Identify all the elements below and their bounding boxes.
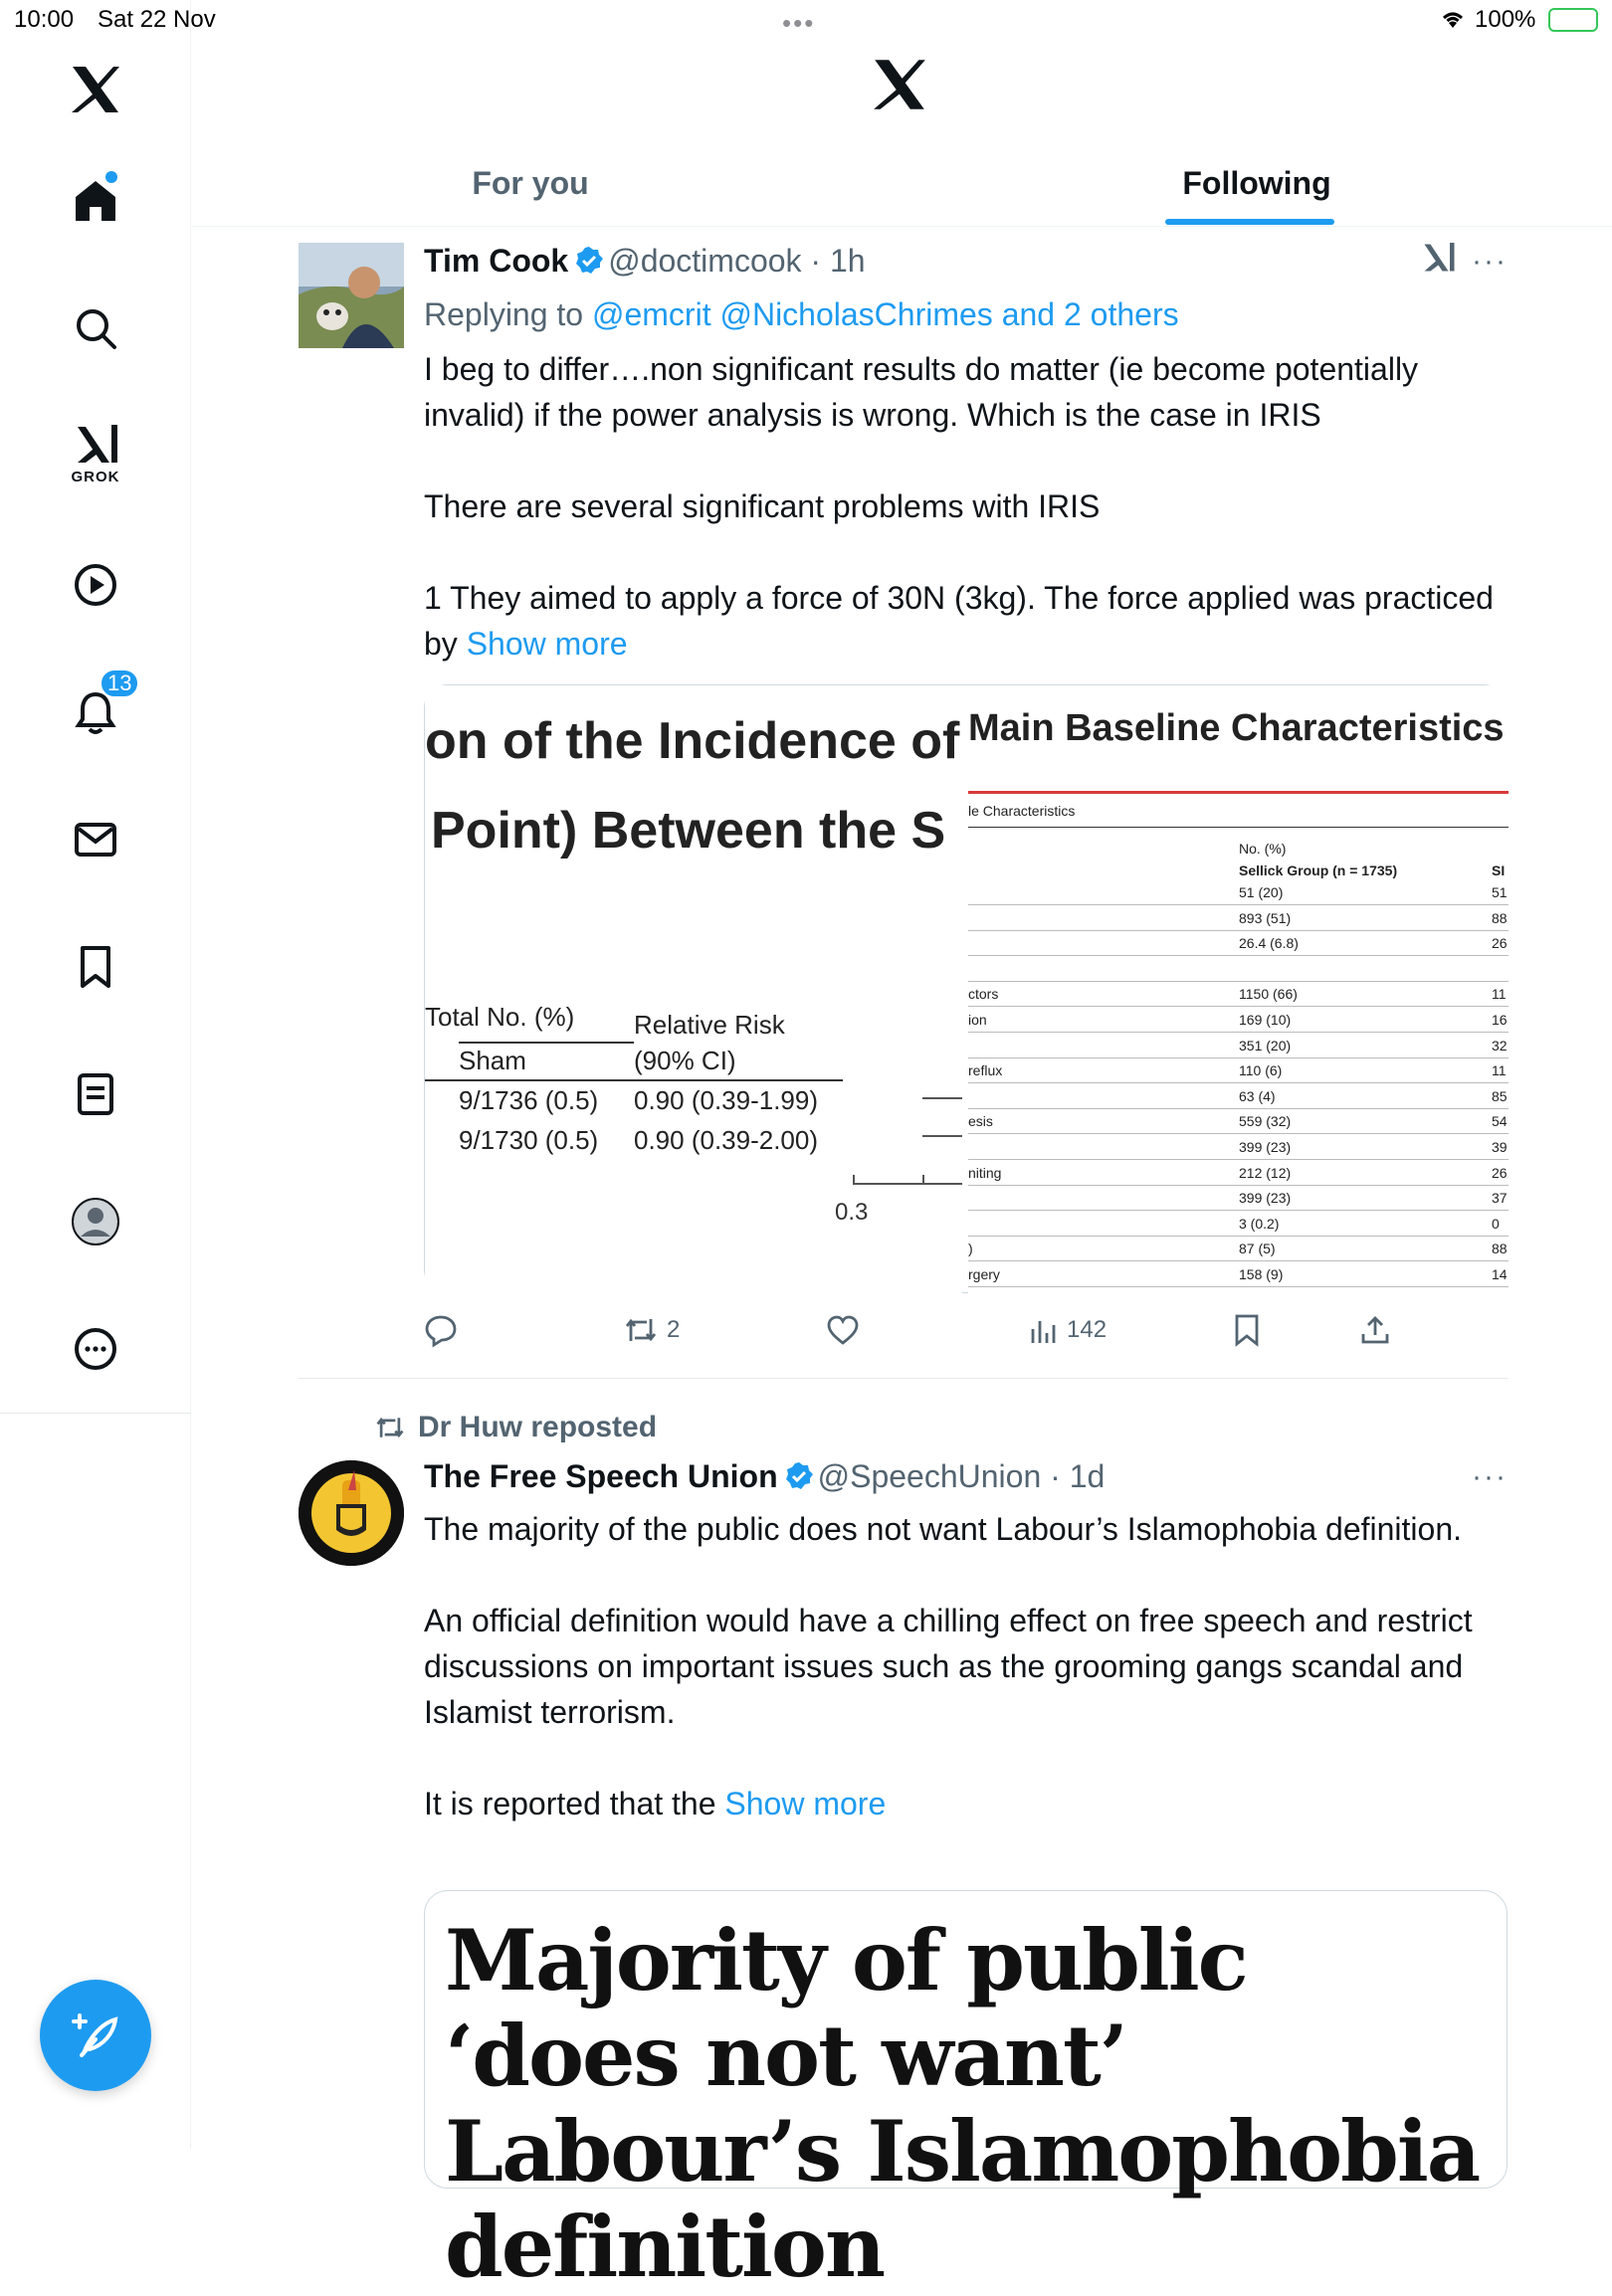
repost-indicator[interactable] [374, 1411, 657, 1444]
table-cell: 351 (20) [1239, 1037, 1292, 1053]
battery-icon: ⚡ [1548, 8, 1598, 32]
table-cell: 169 (10) [1239, 1012, 1292, 1028]
active-tab-indicator [1165, 219, 1334, 225]
image-title-line: on of the Incidence of [425, 712, 960, 770]
reply-button[interactable] [424, 1305, 458, 1355]
sidebar [0, 0, 191, 2149]
table-cell: 11 [1492, 1062, 1507, 1079]
table-row-line [968, 1260, 1509, 1261]
table-cell: 51 (20) [1239, 884, 1284, 900]
profile-avatar-icon [71, 1197, 120, 1246]
replying-to [424, 294, 1508, 334]
wifi-icon [1439, 8, 1467, 37]
author-name[interactable]: The Free Speech Union [424, 1458, 778, 1494]
avatar[interactable] [299, 243, 404, 348]
views-chart-icon [1029, 1315, 1059, 1345]
home-icon [73, 178, 118, 224]
replying-to-links[interactable]: @emcrit @NicholasChrimes and 2 others [591, 296, 1179, 332]
col-ci: (90% CI) [634, 1046, 736, 1075]
article-link-card[interactable] [424, 1890, 1508, 2296]
sidebar-item-messages[interactable] [56, 800, 135, 879]
sidebar-item-bookmarks[interactable] [56, 927, 135, 1007]
show-more-link[interactable]: Show more [466, 626, 628, 662]
table-cell: 88 [1492, 1241, 1508, 1257]
avatar-motto [299, 1460, 300, 1461]
table-row-line [968, 1032, 1509, 1033]
heart-icon [826, 1314, 860, 1346]
table-cell: 0 [1492, 1215, 1500, 1232]
table-group-header: Sellick Group (n = 1735) [1239, 862, 1398, 878]
post-text [424, 346, 1508, 667]
table-subtitle: le Characteristics [968, 803, 1076, 819]
bookmark-icon [1232, 1313, 1262, 1347]
author-handle[interactable]: @SpeechUnion [817, 1458, 1042, 1494]
author-handle[interactable]: @doctimcook [608, 243, 802, 279]
post-more-icon[interactable]: ··· [1472, 245, 1508, 278]
reply-icon [424, 1313, 458, 1347]
home-unread-dot [105, 171, 117, 183]
table-cell: 51 [1492, 884, 1508, 900]
col-relative-risk: Relative Risk [634, 1010, 785, 1040]
table-row-line [968, 1006, 1509, 1007]
tab-for-you[interactable]: For you [472, 164, 589, 201]
verified-badge-icon [784, 1460, 814, 1500]
share-icon [1359, 1314, 1391, 1346]
table-row-label: ) [968, 1241, 973, 1257]
table-row-line [968, 1210, 1509, 1211]
list-icon [73, 1071, 118, 1117]
table-cell: 14 [1492, 1266, 1508, 1282]
table-row-label: reflux [968, 1062, 1003, 1079]
table-cell: 559 (32) [1239, 1113, 1292, 1130]
col-sham: Sham [459, 1046, 526, 1075]
post-time[interactable]: · 1h [810, 243, 866, 279]
table-row-line [968, 1057, 1509, 1058]
table-row-label: ctors [968, 986, 999, 1003]
table-row-line [968, 904, 1509, 905]
post-header [424, 1456, 1508, 1500]
row-sham: 9/1730 (0.5) [459, 1125, 599, 1155]
like-button[interactable] [826, 1305, 860, 1355]
media-image-right[interactable] [968, 685, 1509, 1294]
author-name[interactable]: Tim Cook [424, 243, 569, 279]
search-icon [74, 306, 117, 350]
grok-explain-icon[interactable] [1420, 241, 1456, 280]
table-cell: 16 [1492, 1012, 1508, 1028]
table-row-line [968, 1082, 1509, 1083]
table-title: Main Baseline Characteristics [968, 707, 1505, 749]
more-circle-icon [73, 1326, 118, 1372]
post-paragraph: The majority of the public does not want Labour’s Islamophobia definition. [424, 1511, 1462, 1547]
post-time[interactable]: · 1d [1050, 1458, 1106, 1494]
table-cell: 110 (6) [1239, 1062, 1283, 1079]
post-actions [424, 1305, 1508, 1355]
row-sham: 9/1736 (0.5) [459, 1085, 599, 1115]
post-media-images[interactable] [424, 684, 1508, 1293]
sidebar-item-home[interactable] [56, 161, 135, 241]
table-group2-header: SI [1492, 862, 1506, 878]
sidebar-item-profile[interactable] [56, 1182, 135, 1261]
post-paragraph: There are several significant problems with IRIS [424, 488, 1101, 524]
post-paragraph: I beg to differ….non significant results do matter (ie become potentially invalid) if the power analysis is wrong. Which is the case in IRIS [424, 351, 1419, 433]
bookmark-icon [73, 944, 118, 990]
repost-icon [374, 1414, 406, 1441]
col-total: Total No. (%) [425, 1002, 575, 1032]
table-row-line [968, 955, 1509, 956]
table-row-label: niting [968, 1164, 1002, 1181]
sidebar-item-explore[interactable] [56, 288, 135, 368]
play-circle-icon [73, 562, 118, 608]
status-date: Sat 22 Nov [98, 6, 216, 33]
table-cell: 32 [1492, 1037, 1508, 1053]
axis-tick: 0.3 [835, 1199, 869, 1226]
sidebar-divider [0, 1413, 191, 1414]
table-cell: 26.4 (6.8) [1239, 935, 1299, 952]
post-paragraph: 1 They aimed to apply a force of 30N (3kg). The force applied was practiced by Show more [424, 580, 1494, 662]
table-cell: 63 (4) [1239, 1087, 1276, 1104]
compose-feather-icon [70, 2009, 121, 2061]
table-row-line [968, 1159, 1509, 1160]
share-button[interactable] [1359, 1305, 1391, 1355]
post-divider [299, 1378, 1508, 1379]
table-row-line [968, 1185, 1509, 1186]
media-image-left[interactable] [425, 685, 962, 1294]
repost-count: 2 [667, 1316, 681, 1343]
replying-to-label: Replying to [424, 296, 584, 332]
post-header [424, 241, 1508, 285]
table-cell: 39 [1492, 1139, 1508, 1155]
table-cell: 88 [1492, 909, 1508, 926]
grok-icon [72, 423, 119, 467]
status-time: 10:00 [14, 6, 75, 33]
row-rr: 0.90 (0.39-1.99) [634, 1085, 819, 1115]
table-cell: 87 (5) [1239, 1241, 1276, 1257]
table-row-label: ion [968, 1012, 987, 1028]
table-cell: 399 (23) [1239, 1190, 1292, 1207]
table-cell: 37 [1492, 1190, 1508, 1207]
table-cell: 158 (9) [1239, 1266, 1284, 1282]
views-button[interactable] [1029, 1305, 1107, 1355]
article-headline: Majority of public ‘does not want’ Labour’s Islamophobia definition [445, 1911, 1480, 2296]
post-tim-cook[interactable] [299, 241, 1508, 1375]
views-count: 142 [1067, 1316, 1108, 1343]
mail-icon [73, 817, 118, 862]
table-cell: 26 [1492, 1164, 1508, 1181]
table-cell: 399 (23) [1239, 1139, 1292, 1155]
repost-icon [623, 1315, 659, 1345]
verified-badge-icon [574, 245, 604, 285]
sidebar-item-notifications[interactable] [56, 672, 135, 752]
table-row-line [968, 1236, 1509, 1237]
table-cell: 3 (0.2) [1239, 1215, 1280, 1232]
table-row-line [968, 981, 1509, 982]
battery-percent: 100% [1475, 6, 1536, 33]
table-cell: 26 [1492, 935, 1508, 952]
sidebar-item-more[interactable] [56, 1309, 135, 1389]
repost-label: Dr Huw reposted [418, 1411, 658, 1443]
table-row-line [968, 1286, 1509, 1287]
post-paragraph: It is reported that the Show more [424, 1786, 887, 1821]
post-paragraph: An official definition would have a chilling effect on free speech and restrict discussions on important issues such as the grooming gangs scandal and Islamist terrorism. [424, 1603, 1473, 1730]
table-cell: 11 [1492, 986, 1507, 1003]
table-cell: 893 (51) [1239, 909, 1292, 926]
compose-post-button[interactable] [40, 1980, 151, 2091]
sidebar-item-video[interactable] [56, 545, 135, 625]
multitasking-dots-icon[interactable]: ••• [782, 8, 816, 38]
notification-badge: 13 [100, 669, 139, 698]
table-cell: 54 [1492, 1113, 1508, 1130]
table-col-header: No. (%) [1239, 841, 1287, 857]
post-text [424, 1506, 1508, 1826]
header-x-logo-icon[interactable] [872, 58, 931, 117]
table-row-label: esis [968, 1113, 993, 1130]
post-more-icon[interactable]: ··· [1472, 1460, 1508, 1493]
avatar[interactable] [299, 1460, 404, 1566]
table-cell: 212 (12) [1239, 1164, 1292, 1181]
tab-following[interactable]: Following [1182, 164, 1331, 201]
status-bar [0, 0, 1612, 40]
repost-button[interactable] [623, 1305, 680, 1355]
grok-label: GROK [71, 468, 120, 485]
table-row-label: rgery [968, 1266, 1000, 1282]
table-cell: 1150 (66) [1239, 986, 1298, 1003]
timeline-tabs [192, 139, 1612, 227]
sidebar-item-grok[interactable] [56, 414, 135, 493]
bookmark-button[interactable] [1232, 1305, 1262, 1355]
image-title-line: Point) Between the S [431, 802, 946, 860]
table-row-line [968, 1108, 1509, 1109]
row-rr: 0.90 (0.39-2.00) [634, 1125, 819, 1155]
show-more-link[interactable]: Show more [724, 1786, 887, 1821]
x-logo-icon[interactable] [56, 50, 135, 129]
table-row-line [968, 930, 1509, 931]
table-cell: 85 [1492, 1087, 1508, 1104]
table-row-line [968, 1133, 1509, 1134]
sidebar-item-lists[interactable] [56, 1054, 135, 1134]
